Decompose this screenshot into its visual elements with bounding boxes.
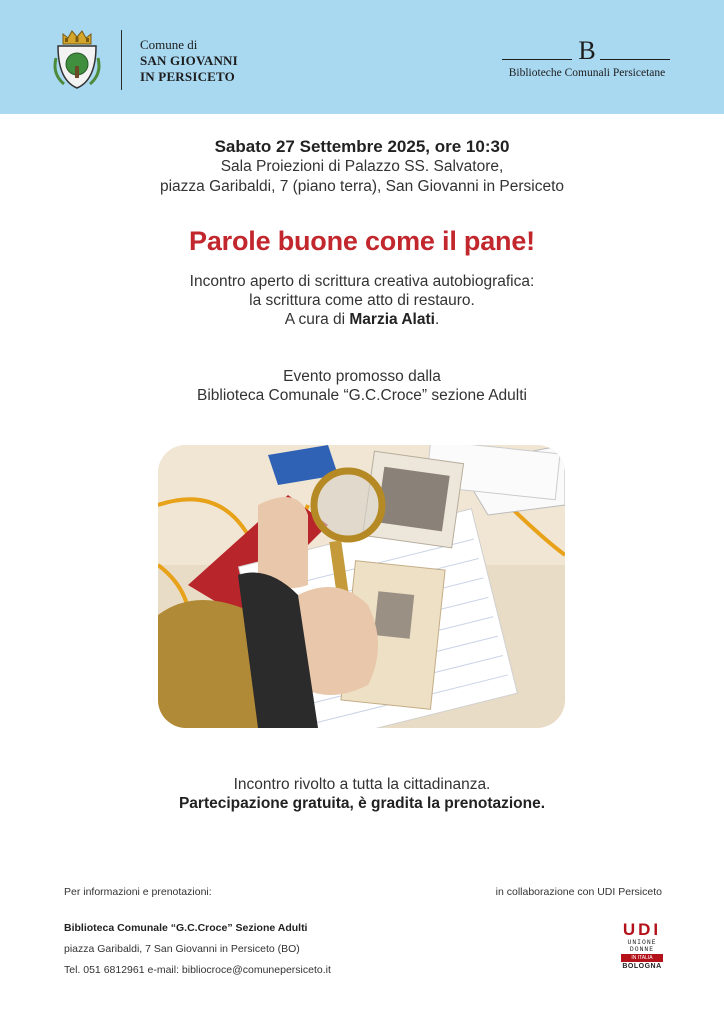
promo-line-2: Biblioteca Comunale “G.C.Croce” sezione Adulti bbox=[197, 387, 527, 404]
event-description bbox=[0, 272, 724, 329]
curator-name: Marzia Alati bbox=[349, 311, 435, 328]
contact-phone-email: Tel. 051 6812961 e-mail: bibliocroce@comunepersiceto.it bbox=[64, 964, 331, 976]
event-promoter bbox=[0, 367, 724, 405]
venue-line-2: piazza Garibaldi, 7 (piano terra), San Giovanni in Persiceto bbox=[159, 178, 565, 195]
desc-curator-prefix: A cura di bbox=[284, 311, 350, 328]
desc-curator-suffix: . bbox=[434, 311, 440, 328]
udi-logo-line-1: UNIONE bbox=[627, 939, 657, 946]
contact-library-name: Biblioteca Comunale “G.C.Croce” Sezione Adulti bbox=[64, 922, 308, 934]
udi-logo-city: BOLOGNA bbox=[622, 963, 662, 970]
comune-line-2: SAN GIOVANNI bbox=[140, 53, 238, 68]
municipal-crest-icon bbox=[52, 28, 102, 90]
contact-address: piazza Garibaldi, 7 San Giovanni in Persiceto (BO) bbox=[64, 943, 300, 955]
venue-line-1: Sala Proiezioni di Palazzo SS. Salvatore, bbox=[220, 158, 504, 175]
library-logo-name: Biblioteche Comunali Persicetane bbox=[508, 67, 666, 79]
udi-logo-bar-text: IN ITALIA bbox=[631, 955, 653, 961]
udi-logo-line-2: DONNE bbox=[629, 946, 655, 953]
event-venue bbox=[0, 157, 724, 197]
library-logo bbox=[502, 38, 672, 82]
header-divider bbox=[121, 30, 122, 90]
magnifier-photo-illustration bbox=[158, 445, 565, 728]
udi-logo-letters: UDI bbox=[622, 920, 662, 939]
info-label: Per informazioni e prenotazioni: bbox=[64, 886, 212, 898]
event-date-time: Sabato 27 Settembre 2025, ore 10:30 bbox=[214, 137, 510, 156]
comune-name bbox=[140, 37, 238, 85]
event-photo bbox=[158, 445, 565, 728]
invite-line-2: Partecipazione gratuita, è gradita la prenotazione. bbox=[178, 795, 546, 812]
header-banner bbox=[0, 0, 724, 114]
udi-logo bbox=[619, 921, 665, 973]
library-logo-letter: B bbox=[578, 36, 596, 65]
collaboration-label: in collaborazione con UDI Persiceto bbox=[495, 886, 662, 898]
desc-line-1: Incontro aperto di scrittura creativa autobiografica: bbox=[189, 273, 535, 290]
desc-line-2: la scrittura come atto di restauro. bbox=[249, 292, 475, 309]
udi-logo-bar bbox=[621, 954, 663, 962]
comune-line-1: Comune di bbox=[140, 37, 198, 52]
event-title: Parole buone come il pane! bbox=[189, 226, 535, 256]
comune-line-3: IN PERSICETO bbox=[140, 69, 235, 84]
promo-line-1: Evento promosso dalla bbox=[283, 368, 441, 385]
invite-line-1: Incontro rivolto a tutta la cittadinanza. bbox=[233, 776, 491, 793]
library-logo-rule-right bbox=[600, 59, 670, 60]
desc-line-3 bbox=[0, 310, 724, 329]
